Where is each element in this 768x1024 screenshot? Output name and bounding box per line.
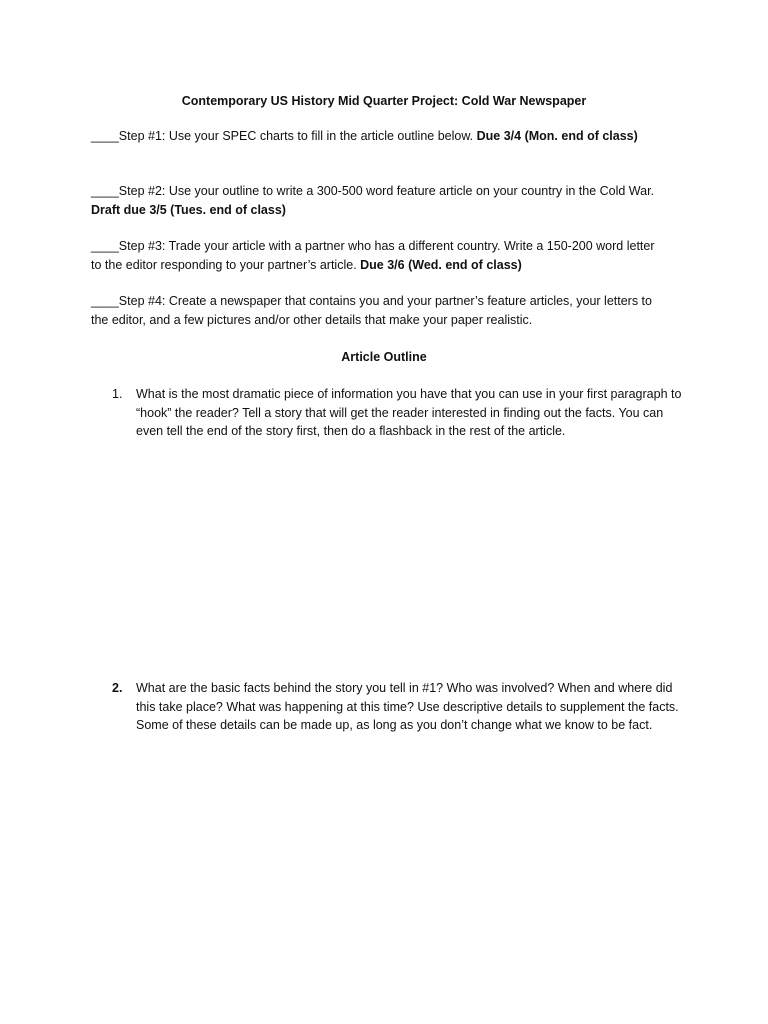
step-2 — [91, 182, 661, 220]
document-title: Contemporary US History Mid Quarter Project: Cold War Newspaper — [181, 94, 587, 108]
step-1-text: ____Step #1: Use your SPEC charts to fill in the article outline below. — [91, 129, 477, 143]
article-outline-heading: Article Outline — [341, 350, 427, 364]
step-3-text: ____Step #3: Trade your article with a partner who has a different country. Write a 150-200 word letter to the editor responding to your partner’s article. — [91, 239, 655, 272]
step-3-due: Due 3/6 (Wed. end of class) — [360, 258, 522, 272]
step-1 — [91, 127, 661, 146]
step-2-text: ____Step #2: Use your outline to write a 300-500 word feature article on your country in the Cold War. — [91, 184, 655, 198]
question-number: 1. — [112, 387, 123, 401]
step-2-due: Draft due 3/5 (Tues. end of class) — [91, 203, 286, 217]
question-text: What are the basic facts behind the story you tell in #1? Who was involved? When and where did this take place? What was happening at this time? Use descriptive details to supplement the facts. Some of these details can be made up, as long as you don’t change what we know to be fact. — [136, 681, 679, 732]
step-4-text: ____Step #4: Create a newspaper that contains you and your partner’s feature articles, your letters to the editor, and a few pictures and/or other details that make your paper realistic. — [91, 294, 652, 327]
step-3 — [91, 237, 661, 275]
outline-question-1 — [112, 385, 687, 441]
question-number: 2. — [112, 681, 123, 695]
step-4 — [91, 292, 661, 330]
outline-question-2 — [112, 679, 687, 735]
step-1-due: Due 3/4 (Mon. end of class) — [476, 129, 638, 143]
question-text: What is the most dramatic piece of information you have that you can use in your first paragraph to “hook” the reader? Tell a story that will get the reader interested in finding out the facts. You can even tell the end of the story first, then do a flashback in the rest of the article. — [136, 387, 682, 438]
